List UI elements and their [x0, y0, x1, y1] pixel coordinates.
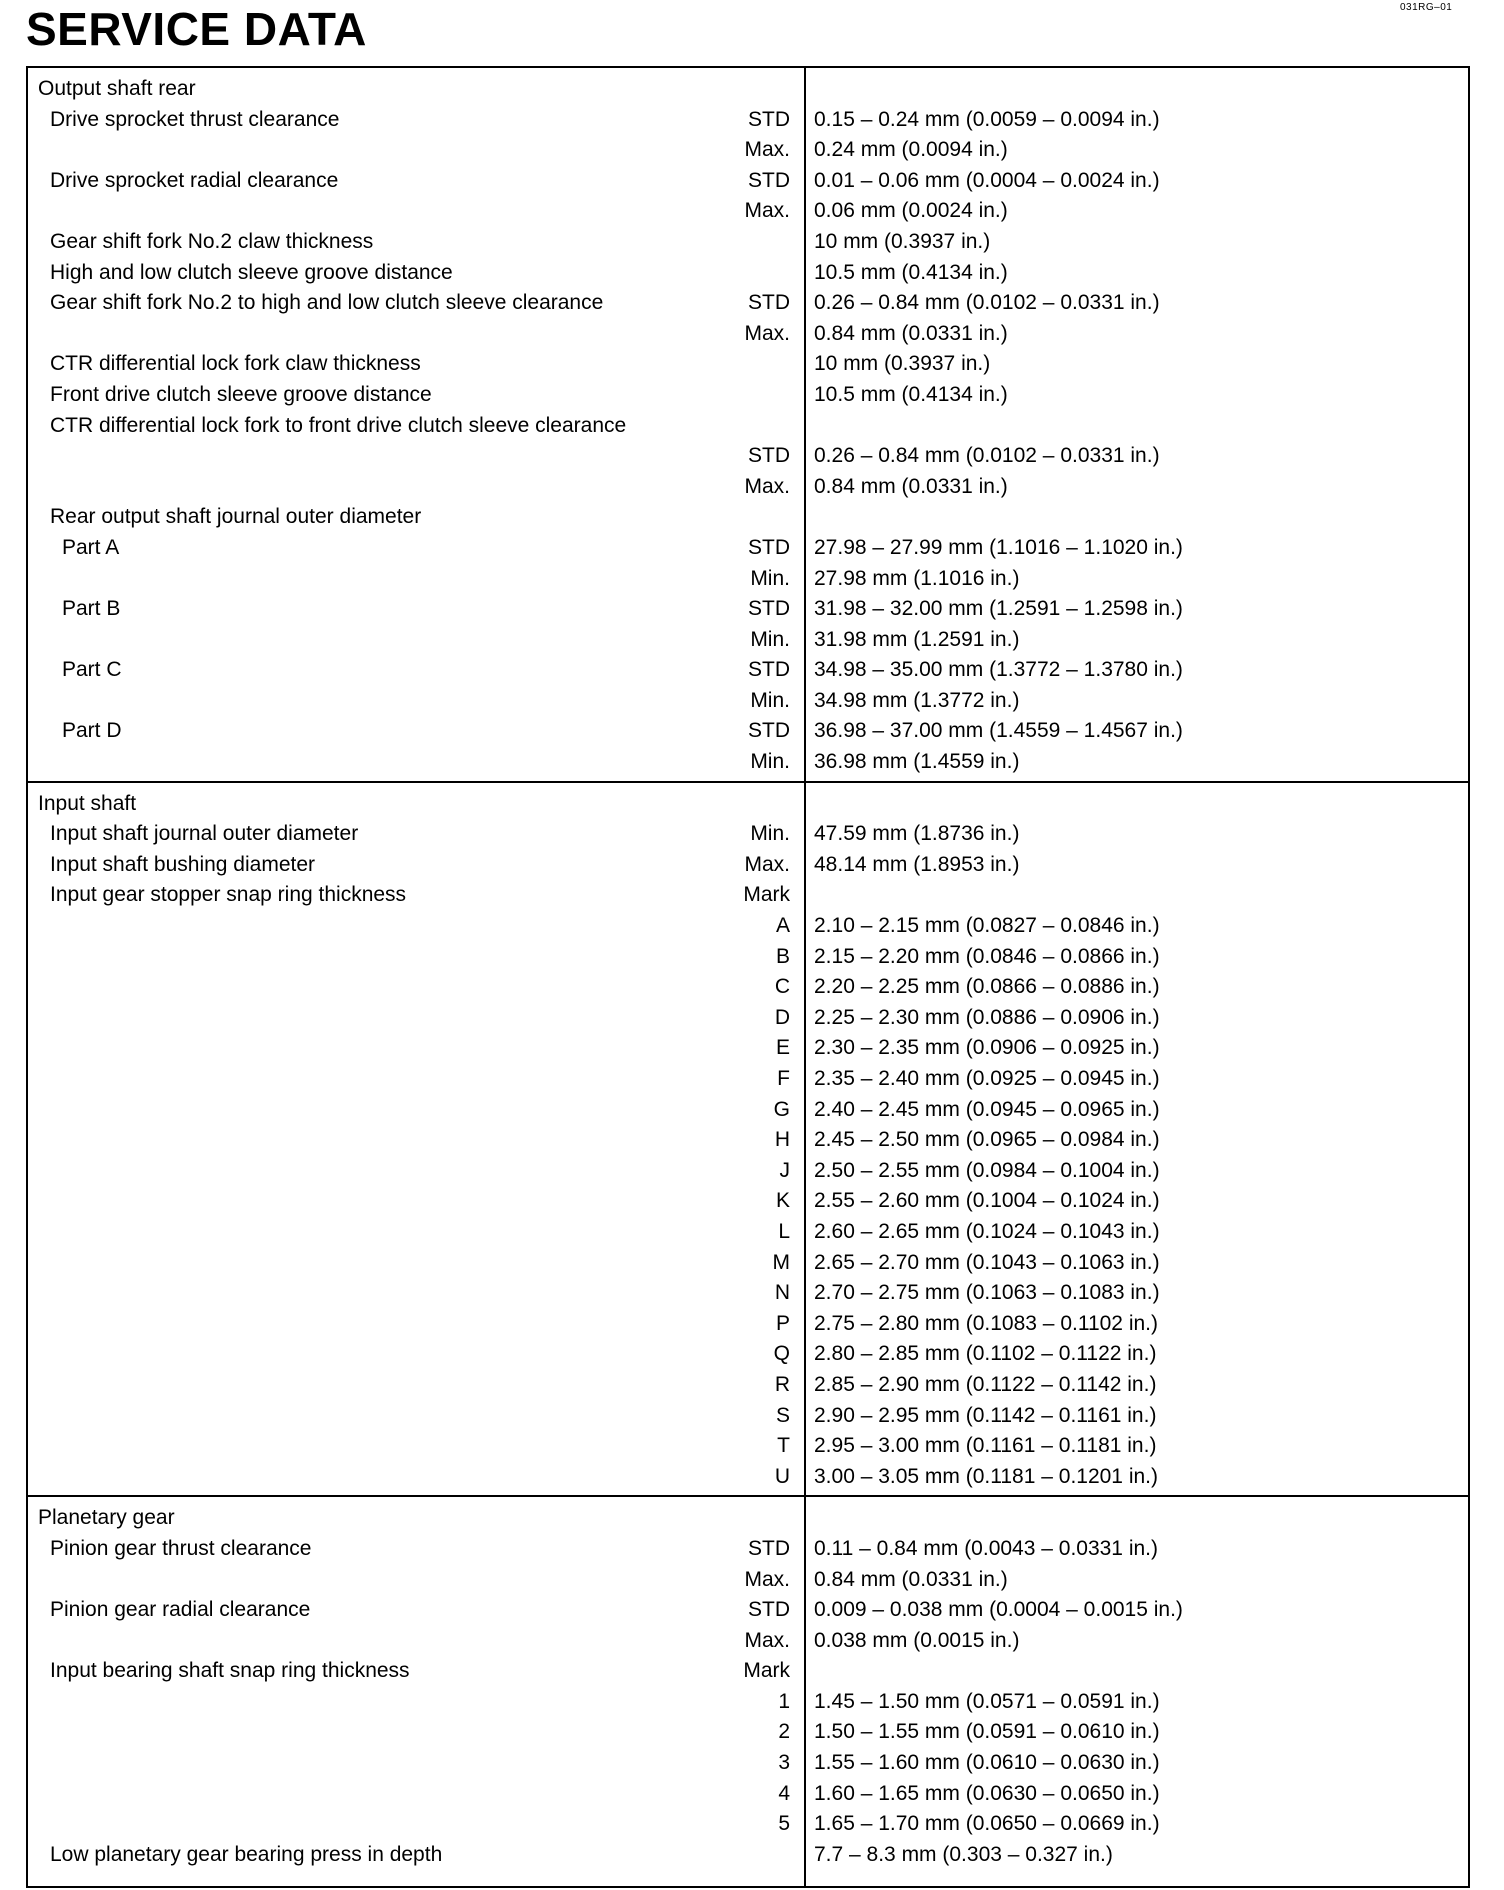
row-spec-type: 5: [778, 1812, 790, 1836]
row-value: 2.90 – 2.95 mm (0.1142 – 0.1161 in.): [814, 1403, 1157, 1427]
row-value: 10 mm (0.3937 in.): [814, 352, 991, 376]
row-spec-type: STD: [748, 107, 790, 131]
row-value: 36.98 – 37.00 mm (1.4559 – 1.4567 in.): [814, 719, 1183, 743]
row-spec-type: G: [773, 1097, 790, 1121]
table-row: [28, 1595, 1468, 1626]
row-value: 10 mm (0.3937 in.): [814, 229, 991, 253]
table-row: [28, 349, 1468, 380]
table-row: [28, 105, 1468, 136]
row-spec-type: Min.: [750, 566, 790, 590]
row-label: Part A: [62, 535, 120, 559]
table-row: [28, 319, 1468, 350]
row-spec-type: Max.: [744, 474, 790, 498]
row-value: 3.00 – 3.05 mm (0.1181 – 0.1201 in.): [814, 1464, 1158, 1488]
row-value: 2.10 – 2.15 mm (0.0827 – 0.0846 in.): [814, 914, 1160, 938]
table-row: [28, 227, 1468, 258]
table-row: [28, 880, 1468, 911]
row-value: 36.98 mm (1.4559 in.): [814, 750, 1020, 774]
row-spec-type: Mark: [743, 883, 790, 907]
table-row: [28, 411, 1468, 442]
table-row: [28, 1656, 1468, 1687]
table-row: [28, 1401, 1468, 1432]
table-row: [28, 1840, 1468, 1871]
row-value: 1.65 – 1.70 mm (0.0650 – 0.0669 in.): [814, 1812, 1160, 1836]
row-spec-type: Q: [773, 1342, 790, 1366]
row-value: 0.84 mm (0.0331 in.): [814, 474, 1008, 498]
table-row: [28, 1370, 1468, 1401]
row-spec-type: Max.: [744, 852, 790, 876]
row-value: 0.26 – 0.84 mm (0.0102 – 0.0331 in.): [814, 444, 1160, 468]
row-label: Part B: [62, 597, 121, 621]
row-value: 0.24 mm (0.0094 in.): [814, 138, 1008, 162]
service-data-table: [26, 66, 1470, 1888]
row-value: 10.5 mm (0.4134 in.): [814, 260, 1008, 284]
table-row: [28, 166, 1468, 197]
row-label: Part D: [62, 719, 122, 743]
row-value: 1.50 – 1.55 mm (0.0591 – 0.0610 in.): [814, 1720, 1160, 1744]
row-value: 0.009 – 0.038 mm (0.0004 – 0.0015 in.): [814, 1598, 1183, 1622]
row-spec-type: Max.: [744, 1567, 790, 1591]
row-spec-type: N: [774, 1281, 790, 1305]
row-value: 27.98 mm (1.1016 in.): [814, 566, 1020, 590]
row-value: 2.50 – 2.55 mm (0.0984 – 0.1004 in.): [814, 1158, 1160, 1182]
row-value: 10.5 mm (0.4134 in.): [814, 382, 1008, 406]
table-row: [28, 1217, 1468, 1248]
row-value: 27.98 – 27.99 mm (1.1016 – 1.1020 in.): [814, 535, 1183, 559]
table-row: [28, 1095, 1468, 1126]
section-planetary-gear: [28, 1497, 1468, 1873]
table-row: [28, 1064, 1468, 1095]
row-label: Planetary gear: [38, 1506, 175, 1530]
table-row: [28, 789, 1468, 820]
table-row: [28, 288, 1468, 319]
row-value: 2.55 – 2.60 mm (0.1004 – 0.1024 in.): [814, 1189, 1160, 1213]
row-value: 2.25 – 2.30 mm (0.0886 – 0.0906 in.): [814, 1005, 1160, 1029]
row-spec-type: STD: [748, 1598, 790, 1622]
row-spec-type: B: [775, 944, 790, 968]
document-code: 031RG–01: [1400, 2, 1453, 13]
row-label: Input shaft bushing diameter: [50, 852, 316, 876]
row-label: Input bearing shaft snap ring thickness: [50, 1659, 410, 1683]
row-spec-type: C: [774, 975, 790, 999]
row-value: 0.84 mm (0.0331 in.): [814, 321, 1008, 345]
row-value: 2.65 – 2.70 mm (0.1043 – 0.1063 in.): [814, 1250, 1160, 1274]
row-value: 31.98 mm (1.2591 in.): [814, 627, 1020, 651]
row-spec-type: H: [774, 1128, 790, 1152]
table-row: [28, 564, 1468, 595]
row-value: 2.75 – 2.80 mm (0.1083 – 0.1102 in.): [814, 1311, 1158, 1335]
row-value: 0.01 – 0.06 mm (0.0004 – 0.0024 in.): [814, 168, 1160, 192]
table-row: [28, 850, 1468, 881]
table-row: [28, 911, 1468, 942]
row-value: 47.59 mm (1.8736 in.): [814, 822, 1020, 846]
table-row: [28, 1534, 1468, 1565]
table-row: [28, 533, 1468, 564]
table-row: [28, 686, 1468, 717]
table-row: [28, 1033, 1468, 1064]
row-spec-type: STD: [748, 444, 790, 468]
row-value: 2.45 – 2.50 mm (0.0965 – 0.0984 in.): [814, 1128, 1160, 1152]
row-label: Part C: [62, 658, 122, 682]
table-row: [28, 1687, 1468, 1718]
row-spec-type: 4: [778, 1781, 790, 1805]
table-row: [28, 74, 1468, 105]
table-row: [28, 1779, 1468, 1810]
row-spec-type: Max.: [744, 138, 790, 162]
row-spec-type: STD: [748, 1536, 790, 1560]
row-label: Drive sprocket thrust clearance: [50, 107, 340, 131]
row-value: 2.70 – 2.75 mm (0.1063 – 0.1083 in.): [814, 1281, 1160, 1305]
row-spec-type: STD: [748, 168, 790, 192]
table-row: [28, 942, 1468, 973]
table-row: [28, 747, 1468, 778]
row-spec-type: Max.: [744, 1628, 790, 1652]
row-spec-type: P: [775, 1311, 790, 1335]
table-row: [28, 1503, 1468, 1534]
row-spec-type: STD: [748, 597, 790, 621]
table-row: [28, 594, 1468, 625]
row-spec-type: STD: [748, 535, 790, 559]
row-value: 0.15 – 0.24 mm (0.0059 – 0.0094 in.): [814, 107, 1160, 131]
row-value: 31.98 – 32.00 mm (1.2591 – 1.2598 in.): [814, 597, 1183, 621]
row-spec-type: Min.: [750, 688, 790, 712]
row-value: 2.80 – 2.85 mm (0.1102 – 0.1122 in.): [814, 1342, 1157, 1366]
row-spec-type: Min.: [750, 822, 790, 846]
row-spec-type: 3: [778, 1751, 790, 1775]
row-value: 0.038 mm (0.0015 in.): [814, 1628, 1020, 1652]
table-row: [28, 1748, 1468, 1779]
row-spec-type: STD: [748, 719, 790, 743]
table-row: [28, 655, 1468, 686]
row-spec-type: Max.: [744, 199, 790, 223]
row-label: Input shaft: [38, 791, 137, 815]
row-value: 1.60 – 1.65 mm (0.0630 – 0.0650 in.): [814, 1781, 1160, 1805]
row-value: 1.55 – 1.60 mm (0.0610 – 0.0630 in.): [814, 1751, 1160, 1775]
table-row: [28, 1626, 1468, 1657]
row-label: Output shaft rear: [38, 77, 196, 100]
row-spec-type: K: [775, 1189, 790, 1213]
row-spec-type: Max.: [744, 321, 790, 345]
row-label: Drive sprocket radial clearance: [50, 168, 339, 192]
row-spec-type: A: [775, 914, 790, 938]
page-title: SERVICE DATA: [26, 3, 367, 55]
row-value: 48.14 mm (1.8953 in.): [814, 852, 1020, 876]
table-row: [28, 716, 1468, 747]
table-sections: [28, 68, 1468, 1873]
row-value: 0.11 – 0.84 mm (0.0043 – 0.0331 in.): [814, 1536, 1158, 1560]
row-spec-type: STD: [748, 291, 790, 315]
row-spec-type: STD: [748, 658, 790, 682]
row-spec-type: L: [778, 1219, 790, 1243]
row-label: Input gear stopper snap ring thickness: [50, 883, 407, 907]
row-value: 2.15 – 2.20 mm (0.0846 – 0.0866 in.): [814, 944, 1160, 968]
row-label: Rear output shaft journal outer diameter: [50, 505, 422, 529]
table-row: [28, 1717, 1468, 1748]
table-row: [28, 1462, 1468, 1493]
row-label: Gear shift fork No.2 claw thickness: [50, 229, 374, 253]
row-spec-type: Mark: [743, 1659, 790, 1683]
row-value: 2.40 – 2.45 mm (0.0945 – 0.0965 in.): [814, 1097, 1160, 1121]
row-value: 2.95 – 3.00 mm (0.1161 – 0.1181 in.): [814, 1434, 1157, 1458]
row-label: CTR differential lock fork claw thickness: [50, 352, 421, 376]
row-value: 34.98 – 35.00 mm (1.3772 – 1.3780 in.): [814, 658, 1183, 682]
table-row: [28, 1278, 1468, 1309]
row-value: 0.26 – 0.84 mm (0.0102 – 0.0331 in.): [814, 291, 1160, 315]
table-row: [28, 441, 1468, 472]
row-spec-type: E: [775, 1036, 790, 1060]
table-row: [28, 1003, 1468, 1034]
row-spec-type: D: [774, 1005, 790, 1029]
table-row: [28, 1186, 1468, 1217]
row-value: 0.84 mm (0.0331 in.): [814, 1567, 1008, 1591]
table-row: [28, 135, 1468, 166]
row-spec-type: S: [775, 1403, 790, 1427]
section-output-shaft-rear: [28, 68, 1468, 783]
table-row: [28, 1809, 1468, 1840]
row-spec-type: R: [774, 1372, 790, 1396]
row-spec-type: Min.: [750, 627, 790, 651]
table-row: [28, 1156, 1468, 1187]
row-value: 2.30 – 2.35 mm (0.0906 – 0.0925 in.): [814, 1036, 1160, 1060]
row-value: 2.20 – 2.25 mm (0.0866 – 0.0886 in.): [814, 975, 1160, 999]
row-label: Low planetary gear bearing press in depth: [50, 1842, 443, 1866]
row-value: 0.06 mm (0.0024 in.): [814, 199, 1008, 223]
table-row: [28, 1309, 1468, 1340]
row-spec-type: 2: [778, 1720, 790, 1744]
table-row: [28, 1339, 1468, 1370]
row-spec-type: 1: [778, 1689, 790, 1713]
row-spec-type: M: [772, 1250, 790, 1274]
row-value: 2.60 – 2.65 mm (0.1024 – 0.1043 in.): [814, 1219, 1160, 1243]
table-row: [28, 1248, 1468, 1279]
section-input-shaft: [28, 783, 1468, 1498]
table-row: [28, 1431, 1468, 1462]
table-row: [28, 258, 1468, 289]
row-value: 1.45 – 1.50 mm (0.0571 – 0.0591 in.): [814, 1689, 1160, 1713]
table-row: [28, 625, 1468, 656]
row-label: Input shaft journal outer diameter: [50, 822, 359, 846]
table-row: [28, 1565, 1468, 1596]
row-spec-type: Min.: [750, 750, 790, 774]
table-row: [28, 972, 1468, 1003]
row-label: Gear shift fork No.2 to high and low clutch sleeve clearance: [50, 291, 604, 315]
row-label: CTR differential lock fork to front drive clutch sleeve clearance: [50, 413, 627, 437]
table-row: [28, 380, 1468, 411]
row-label: Front drive clutch sleeve groove distance: [50, 382, 432, 406]
row-spec-type: T: [777, 1434, 790, 1458]
row-spec-type: F: [777, 1067, 790, 1090]
row-label: High and low clutch sleeve groove distance: [50, 260, 453, 284]
table-row: [28, 196, 1468, 227]
row-spec-type: U: [774, 1464, 790, 1488]
row-value: 2.35 – 2.40 mm (0.0925 – 0.0945 in.): [814, 1067, 1160, 1090]
row-label: Pinion gear radial clearance: [50, 1598, 311, 1622]
table-row: [28, 502, 1468, 533]
row-value: 7.7 – 8.3 mm (0.303 – 0.327 in.): [814, 1842, 1113, 1866]
row-value: 34.98 mm (1.3772 in.): [814, 688, 1020, 712]
row-spec-type: J: [779, 1158, 790, 1182]
table-row: [28, 1125, 1468, 1156]
table-row: [28, 472, 1468, 503]
row-value: 2.85 – 2.90 mm (0.1122 – 0.1142 in.): [814, 1372, 1157, 1396]
table-row: [28, 819, 1468, 850]
row-label: Pinion gear thrust clearance: [50, 1536, 312, 1560]
